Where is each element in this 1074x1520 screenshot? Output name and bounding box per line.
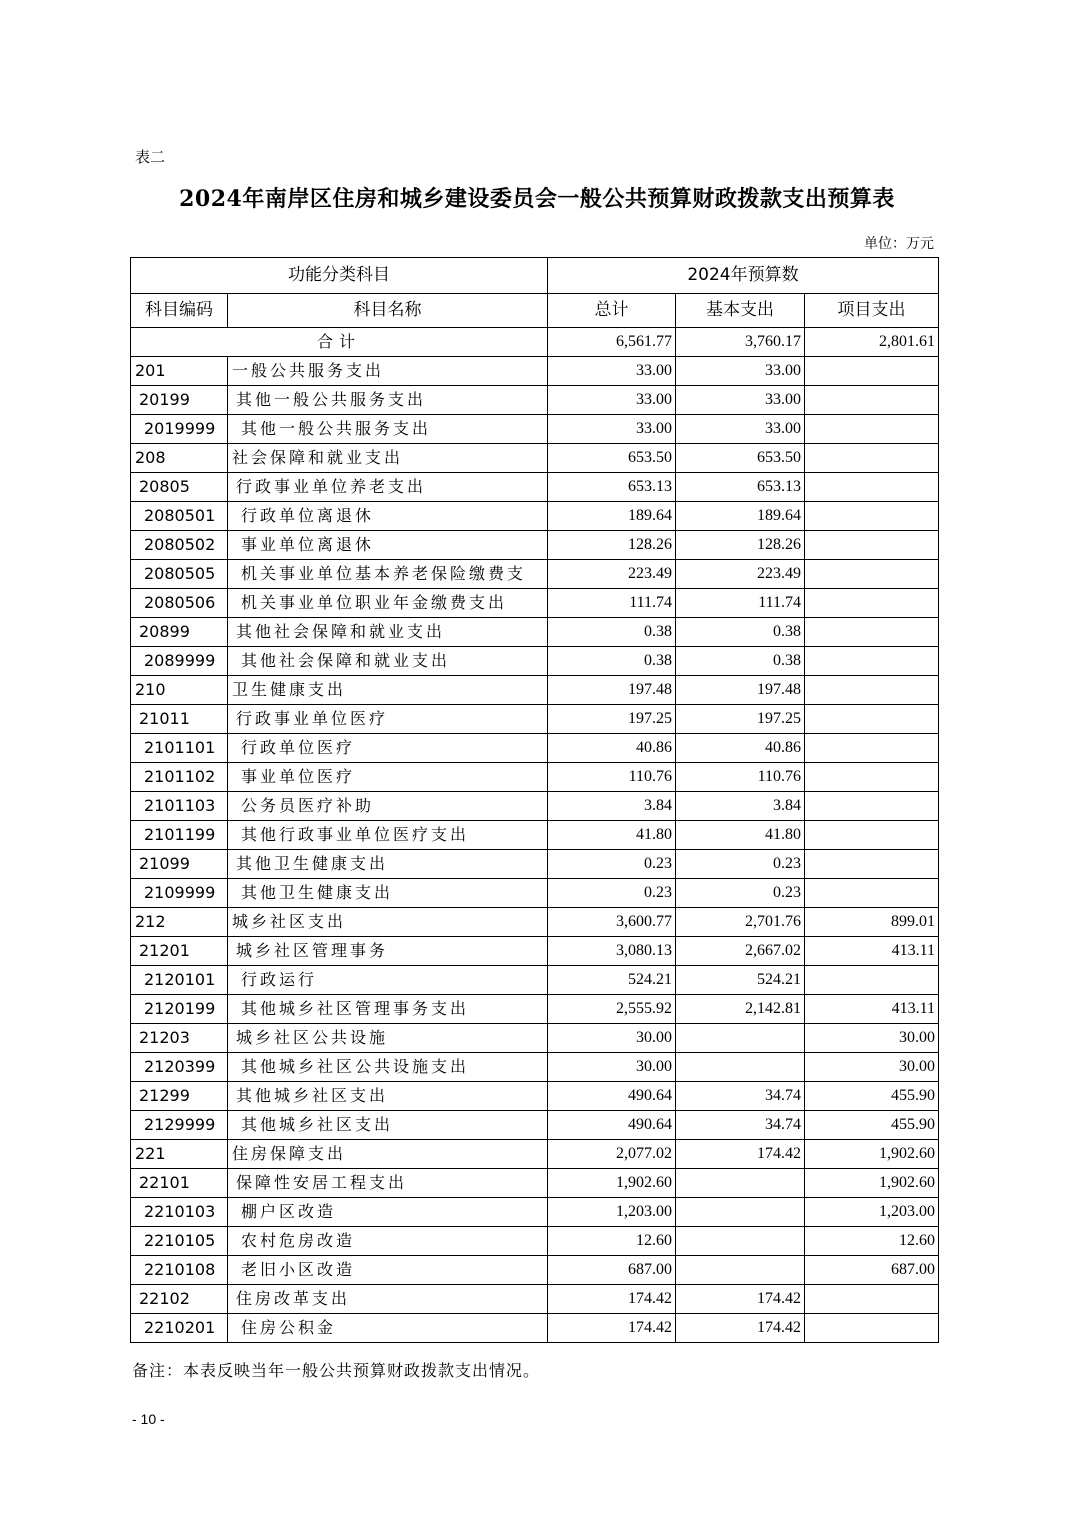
- row-project: 30.00: [805, 1053, 939, 1082]
- unit-label: 单位：万元: [864, 236, 934, 252]
- row-code: 2080501: [131, 502, 228, 531]
- row-name: 一般公共服务支出: [228, 357, 548, 386]
- row-basic: 33.00: [676, 415, 805, 444]
- row-basic: 128.26: [676, 531, 805, 560]
- header-row-2: [131, 294, 939, 328]
- row-name: 机关事业单位职业年金缴费支出: [228, 589, 548, 618]
- row-code: 22101: [131, 1169, 228, 1198]
- table-row: [131, 444, 939, 473]
- row-code: 212: [131, 908, 228, 937]
- budget-table-body: [131, 258, 939, 1343]
- row-name: 事业单位医疗: [228, 763, 548, 792]
- row-project: 30.00: [805, 1024, 939, 1053]
- row-code: 2080505: [131, 560, 228, 589]
- row-code: 2120399: [131, 1053, 228, 1082]
- budget-table: [130, 257, 939, 1343]
- row-basic: 223.49: [676, 560, 805, 589]
- header-row-1: [131, 258, 939, 294]
- row-code: 2101102: [131, 763, 228, 792]
- row-code: 2120101: [131, 966, 228, 995]
- row-name: 其他一般公共服务支出: [228, 386, 548, 415]
- row-total: 33.00: [548, 415, 676, 444]
- row-total: 33.00: [548, 386, 676, 415]
- document-title: 2024年南岸区住房和城乡建设委员会一般公共预算财政拨款支出预算表: [179, 186, 895, 212]
- row-code: 210: [131, 676, 228, 705]
- row-code: 2210201: [131, 1314, 228, 1343]
- row-name: 其他社会保障和就业支出: [228, 618, 548, 647]
- row-basic: 3.84: [676, 792, 805, 821]
- grand-total-basic: 3,760.17: [676, 328, 805, 357]
- row-basic: 197.25: [676, 705, 805, 734]
- row-total: 33.00: [548, 357, 676, 386]
- row-project: 1,203.00: [805, 1198, 939, 1227]
- row-project: [805, 1314, 939, 1343]
- table-row: [131, 676, 939, 705]
- row-total: 189.64: [548, 502, 676, 531]
- row-code: 2101103: [131, 792, 228, 821]
- row-total: 0.38: [548, 647, 676, 676]
- row-basic: 34.74: [676, 1111, 805, 1140]
- table-row: [131, 589, 939, 618]
- row-project: [805, 357, 939, 386]
- row-name: 其他行政事业单位医疗支出: [228, 821, 548, 850]
- row-total: 110.76: [548, 763, 676, 792]
- table-row: [131, 792, 939, 821]
- row-name: 住房保障支出: [228, 1140, 548, 1169]
- row-total: 0.23: [548, 879, 676, 908]
- row-name: 农村危房改造: [228, 1227, 548, 1256]
- row-basic: 2,701.76: [676, 908, 805, 937]
- row-basic: [676, 1256, 805, 1285]
- table-row: [131, 850, 939, 879]
- row-total: 41.80: [548, 821, 676, 850]
- row-code: 21203: [131, 1024, 228, 1053]
- row-basic: 653.13: [676, 473, 805, 502]
- table-row: [131, 647, 939, 676]
- row-code: 2080502: [131, 531, 228, 560]
- row-total: 0.23: [548, 850, 676, 879]
- row-basic: 110.76: [676, 763, 805, 792]
- row-project: 687.00: [805, 1256, 939, 1285]
- header-code: 科目编码: [131, 294, 228, 328]
- row-name: 行政事业单位养老支出: [228, 473, 548, 502]
- row-project: 12.60: [805, 1227, 939, 1256]
- row-code: 221: [131, 1140, 228, 1169]
- row-code: 20199: [131, 386, 228, 415]
- row-name: 老旧小区改造: [228, 1256, 548, 1285]
- row-basic: 653.50: [676, 444, 805, 473]
- row-name: 行政单位医疗: [228, 734, 548, 763]
- row-name: 行政运行: [228, 966, 548, 995]
- row-project: [805, 473, 939, 502]
- row-code: 2080506: [131, 589, 228, 618]
- row-basic: 34.74: [676, 1082, 805, 1111]
- row-name: 事业单位离退休: [228, 531, 548, 560]
- row-project: [805, 966, 939, 995]
- row-total: 3,080.13: [548, 937, 676, 966]
- row-project: 1,902.60: [805, 1140, 939, 1169]
- row-project: [805, 850, 939, 879]
- row-total: 653.13: [548, 473, 676, 502]
- row-basic: 2,667.02: [676, 937, 805, 966]
- row-basic: 0.23: [676, 879, 805, 908]
- table-row: [131, 1140, 939, 1169]
- row-code: 2210103: [131, 1198, 228, 1227]
- row-name: 其他社会保障和就业支出: [228, 647, 548, 676]
- row-name: 其他卫生健康支出: [228, 879, 548, 908]
- row-code: 20805: [131, 473, 228, 502]
- table-row: [131, 1111, 939, 1140]
- grand-total-project: 2,801.61: [805, 328, 939, 357]
- row-project: [805, 734, 939, 763]
- row-project: [805, 676, 939, 705]
- row-total: 1,203.00: [548, 1198, 676, 1227]
- row-total: 490.64: [548, 1082, 676, 1111]
- row-basic: 0.38: [676, 618, 805, 647]
- row-project: 455.90: [805, 1111, 939, 1140]
- row-total: 687.00: [548, 1256, 676, 1285]
- row-code: 2089999: [131, 647, 228, 676]
- header-basic: 基本支出: [676, 294, 805, 328]
- row-total: 2,077.02: [548, 1140, 676, 1169]
- row-project: [805, 531, 939, 560]
- row-basic: 174.42: [676, 1314, 805, 1343]
- row-code: 2210108: [131, 1256, 228, 1285]
- row-total: 197.25: [548, 705, 676, 734]
- row-basic: 524.21: [676, 966, 805, 995]
- row-project: [805, 821, 939, 850]
- grand-total-row: [131, 328, 939, 357]
- row-name: 其他一般公共服务支出: [228, 415, 548, 444]
- row-total: 524.21: [548, 966, 676, 995]
- row-project: [805, 444, 939, 473]
- row-code: 21099: [131, 850, 228, 879]
- row-code: 2210105: [131, 1227, 228, 1256]
- row-name: 机关事业单位基本养老保险缴费支: [228, 560, 548, 589]
- row-name: 行政单位离退休: [228, 502, 548, 531]
- row-project: 1,902.60: [805, 1169, 939, 1198]
- table-row: [131, 908, 939, 937]
- row-name: 社会保障和就业支出: [228, 444, 548, 473]
- row-name: 棚户区改造: [228, 1198, 548, 1227]
- row-total: 3,600.77: [548, 908, 676, 937]
- row-basic: 2,142.81: [676, 995, 805, 1024]
- row-total: 30.00: [548, 1024, 676, 1053]
- row-basic: 0.38: [676, 647, 805, 676]
- table-row: [131, 386, 939, 415]
- row-project: [805, 502, 939, 531]
- row-total: 128.26: [548, 531, 676, 560]
- header-budget-year: 2024年预算数: [548, 258, 939, 294]
- page-number: - 10 -: [132, 1411, 165, 1427]
- table-row: [131, 1024, 939, 1053]
- row-project: 413.11: [805, 937, 939, 966]
- row-name: 住房改革支出: [228, 1285, 548, 1314]
- table-row: [131, 821, 939, 850]
- row-project: [805, 589, 939, 618]
- table-row: [131, 531, 939, 560]
- row-total: 174.42: [548, 1314, 676, 1343]
- row-project: [805, 386, 939, 415]
- row-total: 30.00: [548, 1053, 676, 1082]
- row-name: 其他城乡社区管理事务支出: [228, 995, 548, 1024]
- row-basic: [676, 1227, 805, 1256]
- row-code: 208: [131, 444, 228, 473]
- row-name: 其他城乡社区支出: [228, 1082, 548, 1111]
- row-project: 455.90: [805, 1082, 939, 1111]
- row-basic: [676, 1053, 805, 1082]
- header-total: 总计: [548, 294, 676, 328]
- row-total: 490.64: [548, 1111, 676, 1140]
- row-name: 保障性安居工程支出: [228, 1169, 548, 1198]
- row-name: 住房公积金: [228, 1314, 548, 1343]
- row-basic: 33.00: [676, 357, 805, 386]
- row-basic: [676, 1024, 805, 1053]
- row-project: [805, 618, 939, 647]
- row-code: 21201: [131, 937, 228, 966]
- row-basic: 111.74: [676, 589, 805, 618]
- table-row: [131, 937, 939, 966]
- row-basic: 197.48: [676, 676, 805, 705]
- row-code: 2101101: [131, 734, 228, 763]
- table-row: [131, 995, 939, 1024]
- row-total: 653.50: [548, 444, 676, 473]
- table-row: [131, 705, 939, 734]
- table-row: [131, 618, 939, 647]
- row-total: 40.86: [548, 734, 676, 763]
- row-basic: [676, 1169, 805, 1198]
- row-total: 2,555.92: [548, 995, 676, 1024]
- grand-total-label: 合计: [131, 328, 548, 357]
- table-row: [131, 1285, 939, 1314]
- row-name: 行政事业单位医疗: [228, 705, 548, 734]
- table-row: [131, 502, 939, 531]
- row-code: 22102: [131, 1285, 228, 1314]
- row-code: 201: [131, 357, 228, 386]
- header-func-class: 功能分类科目: [131, 258, 548, 294]
- table-label: 表二: [135, 148, 166, 166]
- row-project: [805, 879, 939, 908]
- table-row: [131, 1314, 939, 1343]
- row-name: 其他城乡社区公共设施支出: [228, 1053, 548, 1082]
- row-basic: 33.00: [676, 386, 805, 415]
- row-basic: 174.42: [676, 1285, 805, 1314]
- row-total: 197.48: [548, 676, 676, 705]
- row-project: [805, 560, 939, 589]
- grand-total-total: 6,561.77: [548, 328, 676, 357]
- table-row: [131, 357, 939, 386]
- table-row: [131, 1053, 939, 1082]
- table-row: [131, 415, 939, 444]
- footnote: 备注：本表反映当年一般公共预算财政拨款支出情况。: [132, 1361, 541, 1380]
- row-code: 21299: [131, 1082, 228, 1111]
- row-name: 城乡社区管理事务: [228, 937, 548, 966]
- table-row: [131, 1256, 939, 1285]
- row-name: 卫生健康支出: [228, 676, 548, 705]
- table-row: [131, 473, 939, 502]
- row-name: 公务员医疗补助: [228, 792, 548, 821]
- row-project: [805, 647, 939, 676]
- table-row: [131, 1082, 939, 1111]
- row-total: 174.42: [548, 1285, 676, 1314]
- table-row: [131, 1169, 939, 1198]
- row-basic: 41.80: [676, 821, 805, 850]
- row-basic: 40.86: [676, 734, 805, 763]
- row-code: 20899: [131, 618, 228, 647]
- row-code: 21011: [131, 705, 228, 734]
- row-project: 413.11: [805, 995, 939, 1024]
- row-total: 223.49: [548, 560, 676, 589]
- row-name: 城乡社区公共设施: [228, 1024, 548, 1053]
- row-name: 其他城乡社区支出: [228, 1111, 548, 1140]
- row-basic: 189.64: [676, 502, 805, 531]
- row-code: 2101199: [131, 821, 228, 850]
- row-name: 城乡社区支出: [228, 908, 548, 937]
- table-row: [131, 560, 939, 589]
- header-name: 科目名称: [228, 294, 548, 328]
- row-project: [805, 763, 939, 792]
- table-row: [131, 734, 939, 763]
- row-total: 111.74: [548, 589, 676, 618]
- table-row: [131, 879, 939, 908]
- row-name: 其他卫生健康支出: [228, 850, 548, 879]
- row-basic: [676, 1198, 805, 1227]
- row-code: 2109999: [131, 879, 228, 908]
- row-basic: 0.23: [676, 850, 805, 879]
- table-row: [131, 1198, 939, 1227]
- row-code: 2129999: [131, 1111, 228, 1140]
- row-total: 12.60: [548, 1227, 676, 1256]
- header-project: 项目支出: [805, 294, 939, 328]
- row-code: 2120199: [131, 995, 228, 1024]
- row-project: [805, 705, 939, 734]
- row-basic: 174.42: [676, 1140, 805, 1169]
- row-project: [805, 415, 939, 444]
- row-project: [805, 792, 939, 821]
- row-project: [805, 1285, 939, 1314]
- row-total: 3.84: [548, 792, 676, 821]
- row-total: 0.38: [548, 618, 676, 647]
- table-row: [131, 1227, 939, 1256]
- row-code: 2019999: [131, 415, 228, 444]
- table-row: [131, 763, 939, 792]
- row-total: 1,902.60: [548, 1169, 676, 1198]
- row-project: 899.01: [805, 908, 939, 937]
- table-row: [131, 966, 939, 995]
